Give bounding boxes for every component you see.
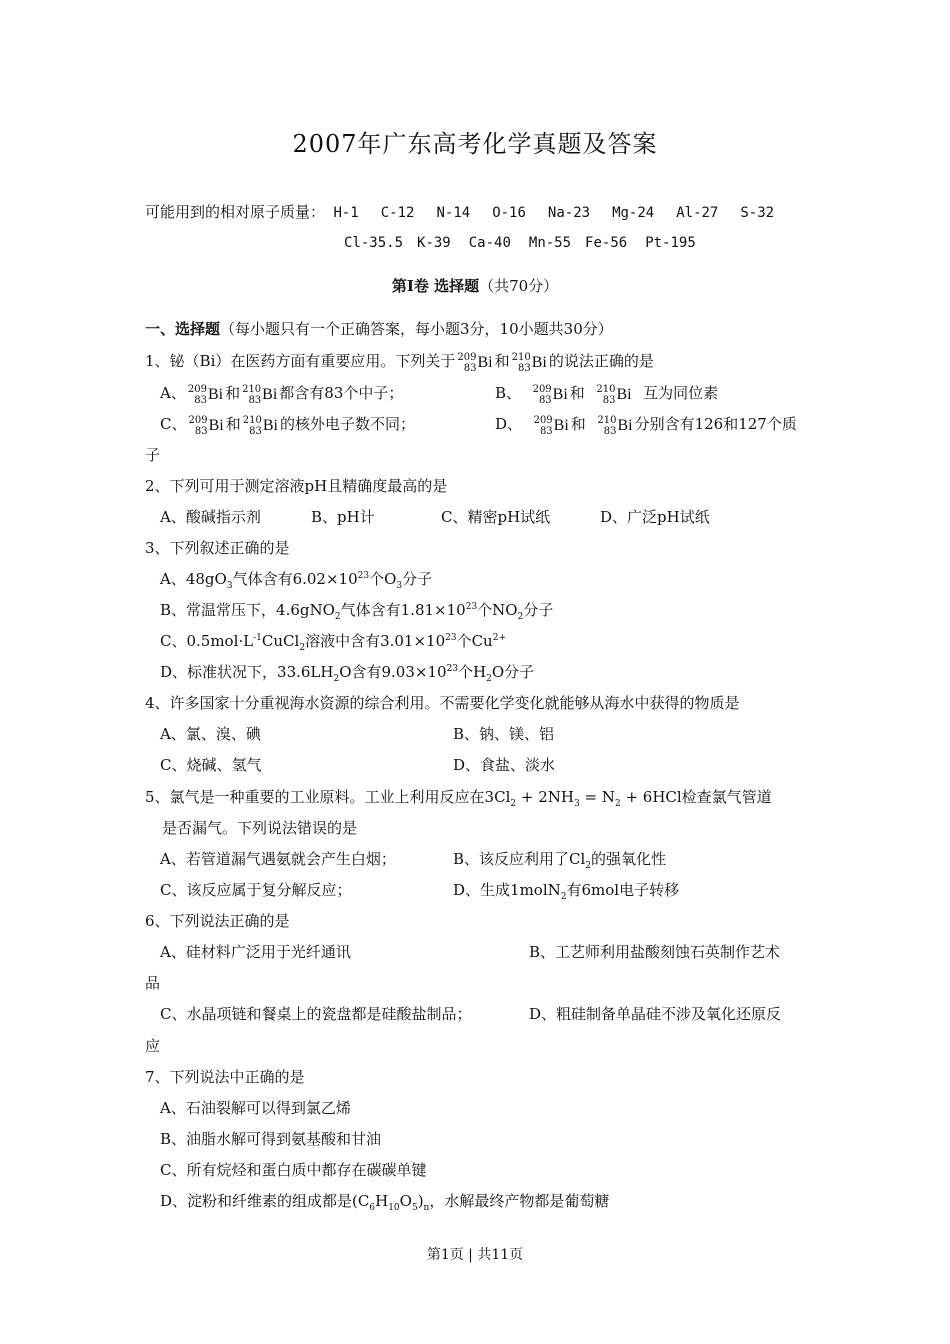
q6-option-d-wrap: 应 [145, 1037, 161, 1055]
option-text: 的强氧化性 [591, 850, 667, 868]
option-text: 都含有83个中子； [279, 384, 404, 402]
option-text: 的核外电子数不同； [279, 415, 415, 433]
superscript: 23 [465, 602, 478, 612]
q4-option-b: B、钠、镁、铝 [453, 725, 555, 743]
q1-option-c [160, 413, 415, 437]
option-text: ，水解最终产物都是葡萄糖 [429, 1192, 610, 1210]
q3-option-a [160, 568, 432, 590]
page-title: 2007年广东高考化学真题及答案 [292, 130, 658, 158]
isotope-bi209 [457, 351, 492, 374]
atomic-mass-row-2 [344, 232, 696, 254]
q2-option-b: B、pH计 [311, 508, 375, 526]
superscript: 23 [357, 571, 370, 581]
atom-c: C-12 [380, 205, 415, 221]
q7-option-d [160, 1190, 609, 1212]
subscript: 10 [388, 1203, 400, 1213]
atomic-mass-list-1 [325, 205, 774, 221]
option-text: 分子 [402, 570, 433, 588]
option-text: 分别含有126和127个质 [634, 415, 797, 433]
subscript: 2 [585, 861, 592, 871]
q3-stem: 3、下列叙述正确的是 [145, 539, 290, 557]
subscript: 3 [396, 581, 403, 591]
option-and: 和 [570, 415, 586, 433]
q4-option-d: D、食盐、淡水 [453, 756, 556, 774]
option-text: C、0.5mol·L [160, 632, 254, 650]
atom-pt: Pt-195 [645, 235, 696, 251]
option-text: 气体含有1.81×10 [340, 601, 466, 619]
mass-number: 210 [242, 383, 262, 395]
option-text: H [375, 1192, 389, 1210]
q3-option-c [160, 630, 506, 652]
subscript: 2 [560, 892, 567, 902]
option-text: ) [417, 1192, 424, 1210]
option-letter: B、 [495, 384, 522, 402]
section-heading-bold: 第Ⅰ卷 选择题 [391, 277, 480, 295]
q7-option-b: B、油脂水解可得到氨基酸和甘油 [160, 1130, 382, 1148]
atomic-number: 83 [194, 425, 208, 437]
stem-text: 5、氯气是一种重要的工业原料。工业上利用反应在3Cl [145, 788, 511, 806]
option-text: O含有9.03×10 [339, 663, 447, 681]
option-text: CuCl [261, 632, 300, 650]
q1-option-a [160, 382, 403, 406]
q4-option-c: C、烧碱、氢气 [160, 756, 262, 774]
q5-stem [145, 786, 772, 808]
q7-stem: 7、下列说法中正确的是 [145, 1068, 305, 1086]
element-symbol: Bi [207, 385, 224, 403]
option-text: 个O [369, 570, 397, 588]
option-text: A、48gO [160, 570, 227, 588]
option-text: 个H [458, 663, 487, 681]
atom-o: O-16 [492, 205, 526, 221]
q1-stem [145, 350, 654, 374]
superscript: 2+ [492, 633, 506, 643]
isotope-bi210 [243, 414, 278, 437]
q5-option-b [453, 848, 666, 870]
q3-option-b [160, 599, 553, 621]
q5-option-a: A、若管道漏气遇氨就会产生白烟； [160, 850, 396, 868]
isotope-bi210 [512, 351, 547, 374]
element-symbol: Bi [208, 416, 224, 434]
q6-option-b-wrap: 品 [145, 974, 161, 992]
atom-mg: Mg-24 [612, 205, 655, 221]
atom-k: K-39 [417, 235, 451, 251]
option-letter: D、 [495, 415, 523, 433]
element-symbol: Bi [477, 353, 493, 371]
q5-stem-wrap: 是否漏气。下列说法错误的是 [162, 819, 358, 837]
q7-option-a: A、石油裂解可以得到氯乙烯 [160, 1099, 351, 1117]
mass-number: 209 [188, 414, 208, 426]
isotope-bi209 [188, 383, 223, 406]
subscript: 2 [614, 799, 621, 809]
isotope-bi209 [188, 414, 223, 437]
part1-heading-bold: 一、选择题 [145, 320, 221, 338]
option-text: 分子 [523, 601, 554, 619]
mass-number: 210 [511, 351, 531, 363]
mass-number: 209 [533, 414, 553, 426]
subscript: 2 [486, 674, 492, 684]
mass-number: 209 [187, 383, 207, 395]
option-text: O [399, 1192, 412, 1210]
subscript: 2 [510, 799, 517, 809]
subscript: 6 [369, 1203, 376, 1213]
q2-option-a: A、酸碱指示剂 [160, 508, 261, 526]
atomic-number: 83 [248, 394, 262, 406]
option-text: 个NO [477, 601, 518, 619]
subscript: 2 [334, 612, 341, 622]
subscript: 2 [299, 643, 306, 653]
part1-heading-note: （每小题只有一个正确答案，每小题3分，10小题共30分） [220, 320, 613, 338]
option-text: O分子 [491, 663, 535, 681]
atomic-number: 83 [249, 425, 262, 437]
atom-s: S-32 [740, 205, 775, 221]
isotope-bi210 [596, 383, 631, 406]
page-footer: 第1页 | 共11页 [426, 1247, 524, 1263]
q2-stem: 2、下列可用于测定溶液pH且精确度最高的是 [145, 477, 448, 495]
element-symbol: Bi [262, 416, 278, 434]
stem-text: + 6HCl检查氯气管道 [620, 788, 772, 806]
atom-fe: Fe-56 [585, 235, 628, 251]
q3-option-d [160, 661, 534, 683]
q2-option-d: D、广泛pH试纸 [600, 508, 710, 526]
mass-number: 210 [242, 414, 262, 426]
atom-cl: Cl-35.5 [344, 235, 404, 251]
subscript: 2 [333, 674, 340, 684]
element-symbol: Bi [553, 416, 569, 434]
option-and: 和 [569, 384, 585, 402]
option-text: B、该反应利用了Cl [453, 850, 586, 868]
section-heading-score: （共70分） [479, 277, 559, 295]
q7-option-c: C、所有烷烃和蛋白质中都存在碳碳单键 [160, 1161, 427, 1179]
mass-number: 209 [457, 351, 477, 363]
q6-option-a: A、硅材料广泛用于光纤通讯 [160, 943, 351, 961]
q5-option-d [453, 879, 679, 901]
q1-stem-text: 1、铋（Bi）在医药方面有重要应用。下列关于 [145, 352, 456, 370]
atomic-number: 83 [517, 362, 531, 374]
atomic-number: 83 [539, 425, 553, 437]
atom-h: H-1 [333, 205, 359, 221]
q1-option-d [495, 413, 797, 437]
atom-al: Al-27 [676, 205, 719, 221]
atomic-number: 83 [538, 394, 552, 406]
subscript: 3 [226, 581, 233, 591]
element-symbol: Bi [531, 353, 547, 371]
element-symbol: Bi [616, 385, 632, 403]
option-text: B、常温常压下，4.6gNO [160, 601, 335, 619]
element-symbol: Bi [552, 385, 568, 403]
element-symbol: Bi [262, 385, 278, 403]
q1-stem-and: 和 [494, 352, 510, 370]
option-letter: A、 [160, 384, 186, 402]
option-and: 和 [225, 415, 241, 433]
atomic-mass-row-1 [145, 201, 774, 224]
mass-number: 210 [596, 383, 616, 395]
isotope-bi209 [534, 414, 569, 437]
section-heading [0, 275, 950, 297]
atomic-number: 83 [603, 425, 617, 437]
superscript: 23 [446, 664, 459, 674]
option-and: 和 [225, 384, 241, 402]
isotope-bi210 [242, 383, 277, 406]
superscript: 23 [445, 633, 457, 643]
atomic-number: 83 [194, 394, 207, 406]
q4-stem: 4、许多国家十分重视海水资源的综合利用。不需要化学变化就能够从海水中获得的物质是 [145, 694, 740, 712]
atom-mn: Mn-55 [528, 235, 572, 251]
mass-number: 210 [597, 414, 617, 426]
isotope-bi209 [533, 383, 568, 406]
isotope-bi210 [597, 414, 632, 437]
atom-na: Na-23 [547, 205, 591, 221]
option-letter: C、 [160, 415, 187, 433]
superscript: -1 [253, 633, 262, 643]
q1-option-b [495, 382, 718, 406]
stem-text: = N [579, 788, 615, 806]
q1-option-d-wrap: 子 [145, 446, 161, 464]
q6-option-c: C、水晶项链和餐桌上的瓷盘都是硅酸盐制品； [160, 1005, 472, 1023]
subscript: 5 [411, 1203, 418, 1213]
stem-text: + 2NH [516, 788, 574, 806]
q6-option-d: D、粗硅制备单晶硅不涉及氧化还原反 [529, 1005, 782, 1023]
q1-stem-end: 的说法正确的是 [548, 352, 654, 370]
subscript: 3 [573, 799, 580, 809]
atomic-number: 83 [602, 394, 616, 406]
atomic-number: 83 [463, 362, 477, 374]
option-text: 气体含有6.02×10 [232, 570, 358, 588]
atom-ca: Ca-40 [468, 235, 511, 251]
option-text: D、生成1molN [453, 881, 561, 899]
option-text: 有6mol电子转移 [566, 881, 680, 899]
atomic-mass-prefix: 可能用到的相对原子质量： [145, 203, 326, 221]
option-text: 溶液中含有3.01×10 [305, 632, 446, 650]
q5-option-c: C、该反应属于复分解反应； [160, 881, 352, 899]
option-text: 个Cu [456, 632, 493, 650]
element-symbol: Bi [617, 416, 633, 434]
q2-option-c: C、精密pH试纸 [441, 508, 551, 526]
option-text: 互为同位素 [643, 384, 719, 402]
option-text: D、标准状况下，33.6LH [160, 663, 334, 681]
subscript: n [423, 1203, 430, 1213]
mass-number: 209 [532, 383, 552, 395]
part1-heading [145, 318, 613, 340]
q6-option-b: B、工艺师利用盐酸刻蚀石英制作艺术 [529, 943, 781, 961]
subscript: 2 [517, 612, 524, 622]
q4-option-a: A、氯、溴、碘 [160, 725, 261, 743]
option-text: D、淀粉和纤维素的组成都是(C [160, 1192, 370, 1210]
atom-n: N-14 [436, 205, 471, 221]
q6-stem: 6、下列说法正确的是 [145, 912, 290, 930]
